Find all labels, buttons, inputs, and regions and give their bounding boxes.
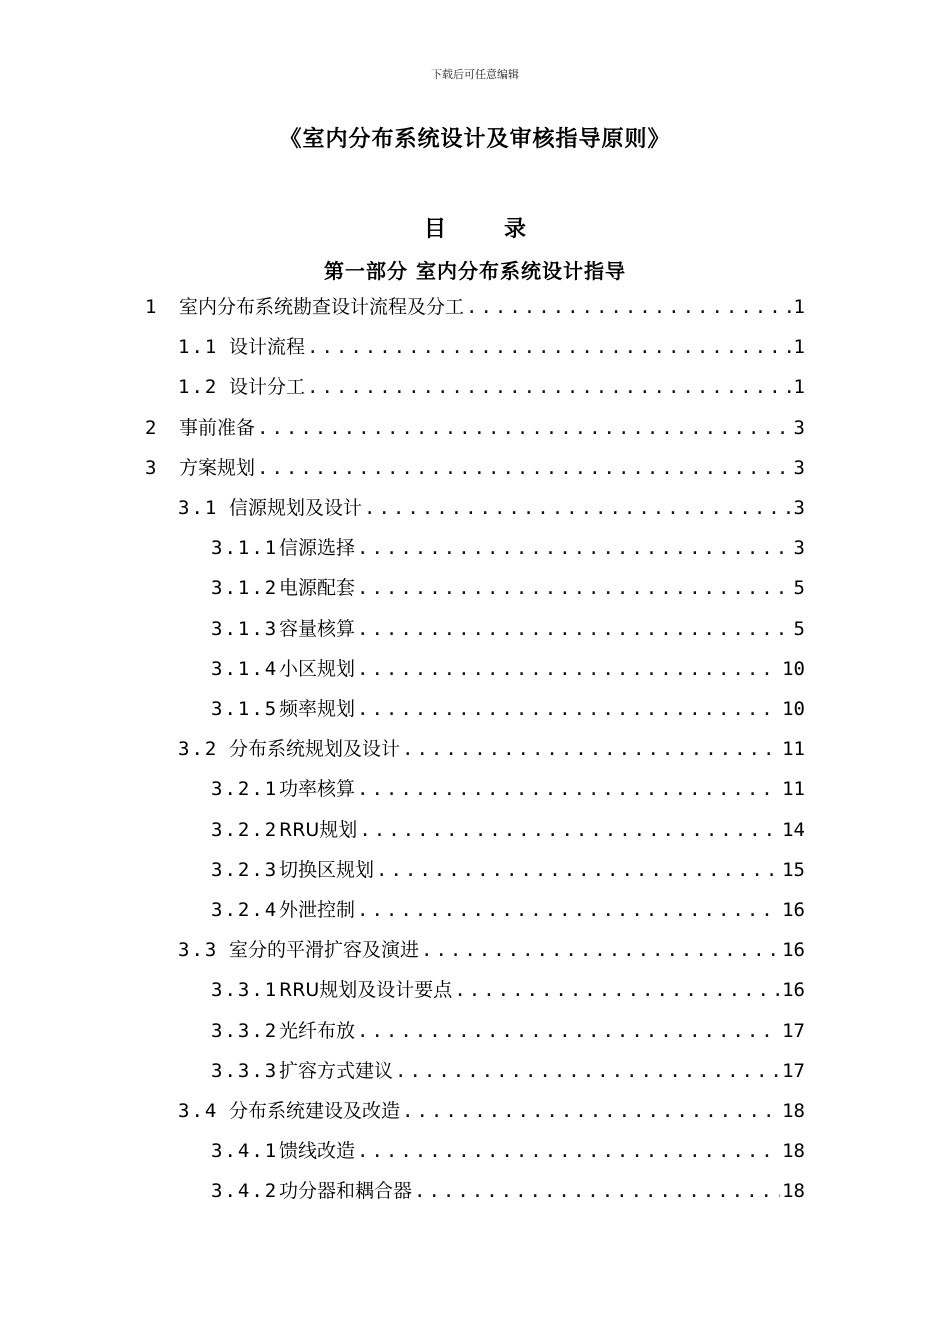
toc-entry[interactable] [211,890,805,930]
toc-entry-number: 1 [145,296,159,318]
toc-entry-page: 1 [793,336,805,359]
toc-entry-number: 3.3.1 [211,979,279,1002]
toc-dot-leader [466,287,792,327]
toc-entry-number: 3.2 [178,738,219,761]
toc-entry[interactable] [211,528,805,568]
toc-entry-page: 5 [793,617,805,640]
toc-entry-number: 2 [145,416,159,439]
toc-entry-title: 设计流程 [229,336,306,359]
toc-entry-number: 3.4.2 [211,1180,279,1203]
toc-entry-title: 方案规划 [179,456,256,479]
toc-entry-title: 切换区规划 [279,858,375,881]
document-title: 《室内分布系统设计及审核指导原则》 [279,127,671,152]
toc-dot-leader [257,408,792,448]
toc-entry[interactable] [178,930,805,970]
toc-entry-title: 容量核算 [279,617,356,640]
toc-entry-number: 3.2.1 [211,778,279,801]
toc-entry-title: 分布系统规划及设计 [229,738,401,761]
toc-entry-page: 18 [782,1140,805,1163]
toc-entry[interactable] [145,287,805,327]
toc-entry-number: 1.1 [178,336,219,359]
toc-entry-number: 3.1.4 [211,657,279,680]
toc-dot-leader [357,649,780,689]
toc-entry-page: 3 [793,416,805,439]
toc-entry[interactable] [211,649,805,689]
toc-entry-page: 18 [782,1100,805,1122]
toc-entry-page: 16 [782,979,805,1002]
toc-entry-number: 3.2.4 [211,899,279,921]
toc-dot-leader [357,609,792,649]
toc-entry-title: RRU规划 [279,818,358,841]
toc-entry[interactable] [211,810,805,850]
toc-entry-title: 室内分布系统勘查设计流程及分工 [179,296,465,318]
toc-entry-title: 光纤布放 [279,1019,356,1042]
toc-entry-page: 5 [793,577,805,600]
toc-entry-page: 17 [782,1019,805,1042]
toc-entry-page: 17 [782,1059,805,1082]
toc-entry-title: 事前准备 [179,416,256,439]
toc-entry-title: 功率核算 [279,778,356,801]
toc-entry[interactable] [211,1051,805,1091]
toc-entry-title: 功分器和耦合器 [279,1180,413,1203]
toc-dot-leader [307,327,792,367]
toc-entry-title: 馈线改造 [279,1140,356,1163]
toc-dot-leader [357,528,792,568]
toc-entry-page: 18 [782,1180,805,1203]
toc-entry[interactable] [211,769,805,809]
toc-dot-leader [376,850,780,890]
toc-dot-leader [357,689,780,729]
toc-entry-title: 频率规划 [279,698,356,720]
toc-dot-leader [454,970,780,1010]
toc-entry-page: 14 [782,818,805,841]
header-note: 下载后可任意编辑 [431,68,519,81]
toc-entry-page: 3 [793,537,805,560]
toc-entry-page: 10 [782,657,805,680]
toc-entry-page: 3 [793,497,805,519]
toc-dot-leader [357,1131,780,1171]
toc-dot-leader [359,810,780,850]
toc-entry-title: 分布系统建设及改造 [229,1100,401,1122]
toc-dot-leader [257,448,792,488]
toc-entry-number: 3.4 [178,1100,219,1122]
toc-dot-leader [357,890,780,930]
toc-entry[interactable] [211,568,805,608]
toc-entry[interactable] [211,1131,805,1171]
toc-entry[interactable] [211,1171,805,1211]
toc-dot-leader [357,769,780,809]
toc-entry[interactable] [145,408,805,448]
toc-entry-number: 3.1.5 [211,698,279,720]
toc-entry[interactable] [178,1091,805,1131]
toc-entry-number: 3.1.1 [211,537,279,560]
toc-entry-page: 3 [793,456,805,479]
toc-entry-title: RRU规划及设计要点 [279,979,453,1002]
toc-entry[interactable] [178,488,805,528]
toc-entry-page: 15 [782,858,805,881]
toc-entry[interactable] [211,609,805,649]
toc-dot-leader [414,1171,780,1211]
toc-entry[interactable] [178,729,805,769]
toc-entry-number: 3.3.2 [211,1019,279,1042]
toc-dot-leader [402,729,780,769]
toc-dot-leader [307,367,792,407]
toc-entry[interactable] [145,448,805,488]
toc-entry-number: 3.2.2 [211,818,279,841]
toc-dot-leader [421,930,780,970]
toc-entry-page: 10 [782,698,805,720]
toc-entry-title: 设计分工 [229,376,306,399]
toc-entry-number: 3.4.1 [211,1140,279,1163]
toc-entry-page: 16 [782,899,805,921]
toc-dot-leader [357,568,792,608]
toc-entry-title: 外泄控制 [279,899,356,921]
toc-entry[interactable] [211,1011,805,1051]
toc-entry-number: 3 [145,456,159,479]
toc-entry-number: 3.1 [178,497,219,519]
toc-entry-number: 3.1.3 [211,617,279,640]
toc-entry-number: 3.1.2 [211,577,279,600]
toc-entry[interactable] [211,970,805,1010]
toc-entry-title: 扩容方式建议 [279,1059,394,1082]
toc-entry-page: 16 [782,939,805,962]
toc-entry[interactable] [178,327,805,367]
part-heading: 第一部分 室内分布系统设计指导 [324,259,626,283]
toc-entry-title: 室分的平滑扩容及演进 [229,939,420,962]
toc-entry-page: 1 [793,296,805,318]
toc-entry-number: 1.2 [178,376,219,399]
toc-entry-title: 小区规划 [279,657,356,680]
toc-entry-number: 3.3 [178,939,219,962]
toc-entry[interactable] [211,850,805,890]
toc-dot-leader [402,1091,780,1131]
toc-entry-title: 信源选择 [279,537,356,560]
toc-entry-page: 11 [782,738,805,761]
toc-entry[interactable] [178,367,805,407]
toc-entry-page: 1 [793,376,805,399]
toc-entry-title: 信源规划及设计 [229,497,363,519]
toc-entry-number: 3.2.3 [211,858,279,881]
toc-heading: 目录 [423,217,584,242]
toc-dot-leader [357,1011,780,1051]
toc-dot-leader [364,488,792,528]
toc-dot-leader [395,1051,780,1091]
toc-entry-page: 11 [782,778,805,801]
toc-entry-number: 3.3.3 [211,1059,279,1082]
toc-entry[interactable] [211,689,805,729]
toc-entry-title: 电源配套 [279,577,356,600]
